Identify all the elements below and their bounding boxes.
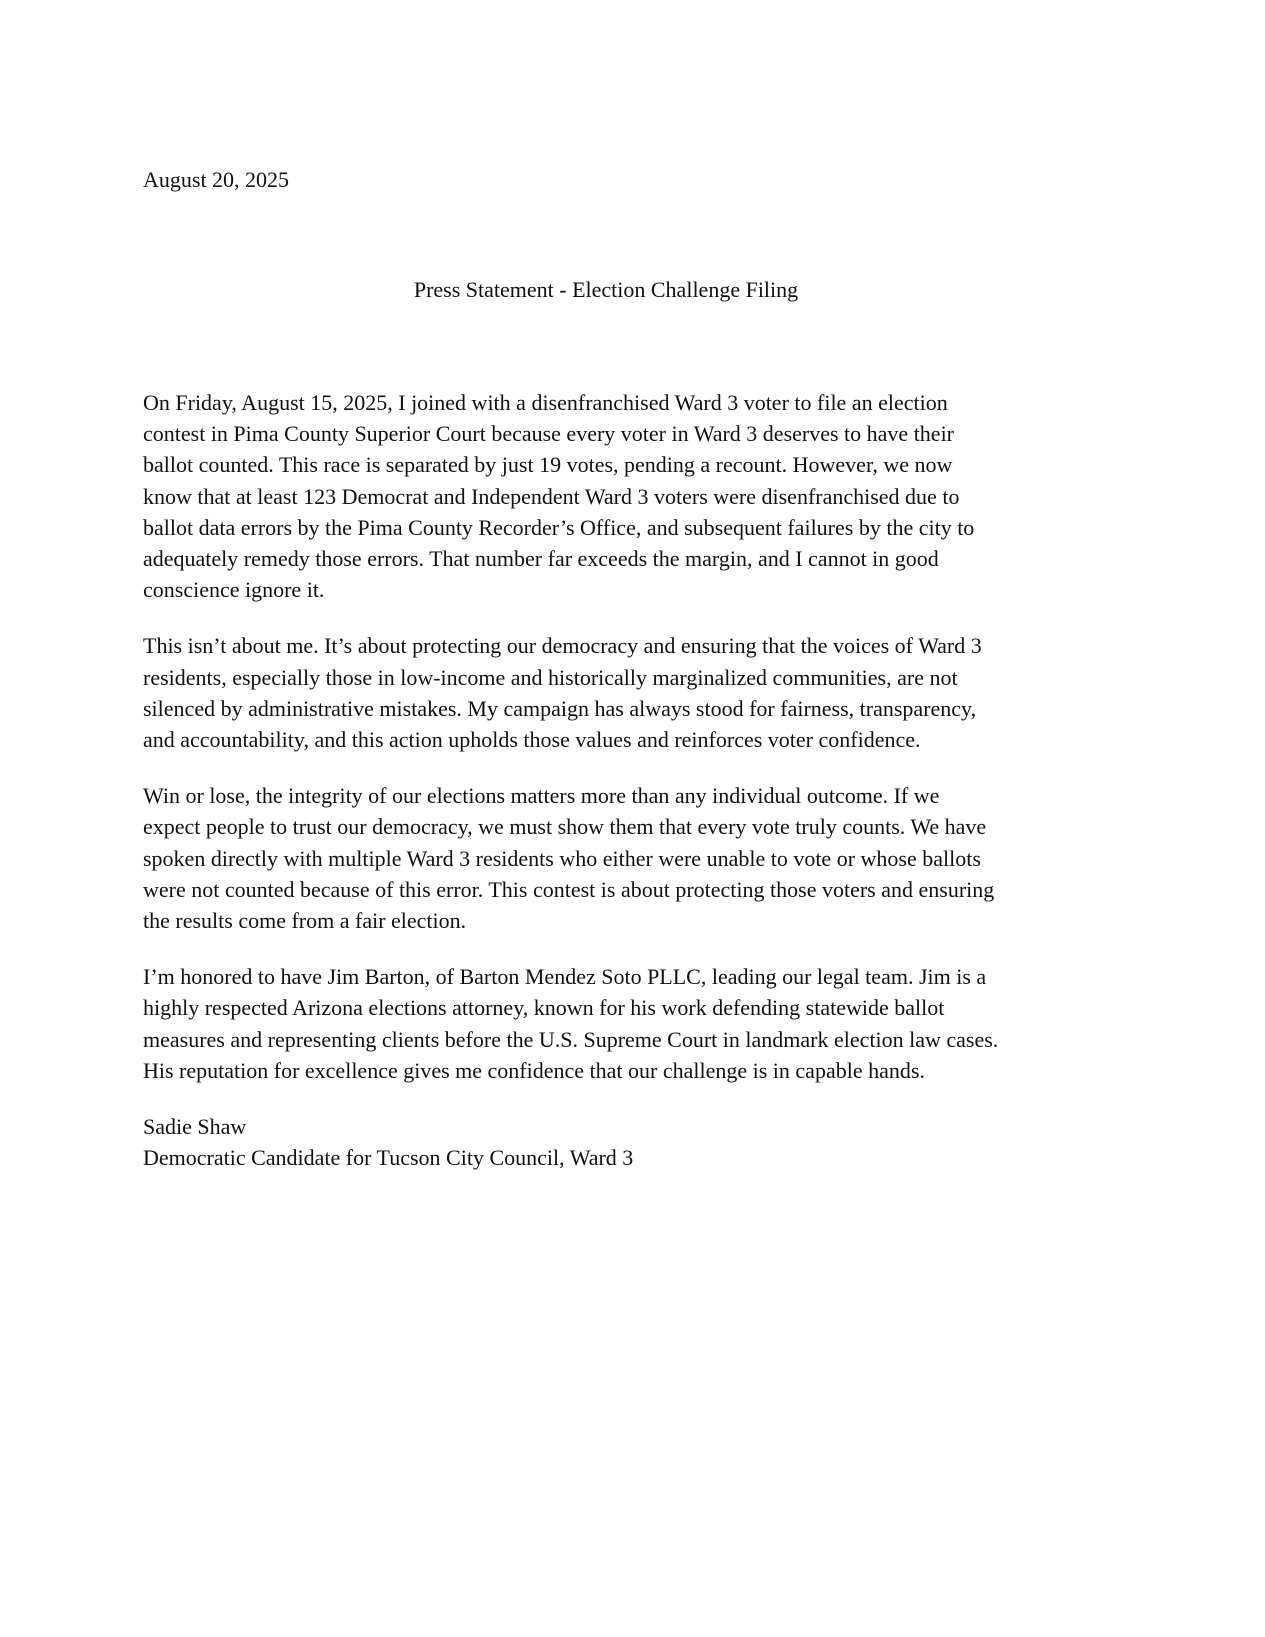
paragraph-line: spoken directly with multiple Ward 3 residents who either were unable to vote or whose ballots: [143, 845, 981, 871]
paragraph-3: [143, 780, 1143, 936]
signature-block: [143, 1111, 1143, 1173]
paragraph-line: His reputation for excellence gives me confidence that our challenge is in capable hands.: [143, 1057, 925, 1083]
paragraph-line: know that at least 123 Democrat and Independent Ward 3 voters were disenfranchised due to: [143, 483, 960, 509]
paragraph-line: expect people to trust our democracy, we must show them that every vote truly counts. We have: [143, 814, 987, 840]
paragraph-1: [143, 387, 1143, 605]
statement-body: [143, 387, 1143, 1173]
paragraph-line: highly respected Arizona elections attorney, known for his work defending statewide ballot: [143, 995, 945, 1021]
paragraph-line: the results come from a fair election.: [143, 908, 467, 934]
paragraph-line: measures and representing clients before the U.S. Supreme Court in landmark election law cases.: [143, 1026, 999, 1052]
paragraph-line: contest in Pima County Superior Court because every voter in Ward 3 deserves to have their: [143, 421, 955, 447]
paragraph-line: were not counted because of this error. This contest is about protecting those voters and ensuring: [143, 876, 995, 902]
statement-title: Press Statement - Election Challenge Filing: [413, 277, 799, 302]
paragraph-line: ballot data errors by the Pima County Recorder’s Office, and subsequent failures by the city to: [143, 514, 975, 540]
paragraph-line: silenced by administrative mistakes. My campaign has always stood for fairness, transparency,: [143, 695, 977, 721]
paragraph-2: [143, 630, 1143, 755]
signature-role: Democratic Candidate for Tucson City Council, Ward 3: [143, 1145, 634, 1171]
paragraph-4: [143, 961, 1143, 1086]
signature-name: Sadie Shaw: [143, 1114, 247, 1140]
paragraph-line: I’m honored to have Jim Barton, of Barton Mendez Soto PLLC, leading our legal team. Jim is a: [143, 964, 987, 990]
statement-date: August 20, 2025: [143, 167, 290, 192]
paragraph-line: conscience ignore it.: [143, 577, 325, 603]
paragraph-line: On Friday, August 15, 2025, I joined with a disenfranchised Ward 3 voter to file an election: [143, 390, 948, 415]
paragraph-line: residents, especially those in low-income and historically marginalized communities, are not: [143, 664, 958, 690]
paragraph-line: This isn’t about me. It’s about protecting our democracy and ensuring that the voices of Ward 3: [143, 633, 982, 659]
paragraph-line: ballot counted. This race is separated by just 19 votes, pending a recount. However, we now: [143, 452, 953, 478]
paragraph-line: adequately remedy those errors. That number far exceeds the margin, and I cannot in good: [143, 546, 939, 572]
paragraph-line: and accountability, and this action upholds those values and reinforces voter confidence.: [143, 727, 921, 753]
paragraph-line: Win or lose, the integrity of our elections matters more than any individual outcome. If we: [143, 783, 940, 809]
